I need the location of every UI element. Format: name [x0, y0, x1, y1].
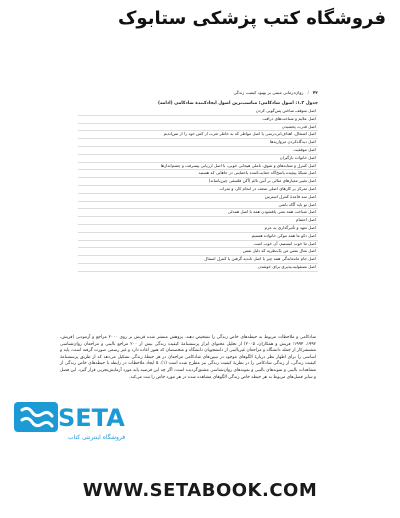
table-cell: اصل قدرت پخشیدن [78, 123, 318, 131]
table-row [78, 139, 318, 147]
table-row [78, 178, 318, 186]
table-cell: اصل مثال نفس من یک‌نظریه که دلیل نفس [78, 248, 318, 256]
table-cell: اصل خانواده بازگیران [78, 154, 318, 162]
table-cell: اصل تعهد و تأثیرگذاری یه عرم [78, 224, 318, 232]
logo-letters: SETA [58, 404, 125, 432]
table-row [78, 170, 318, 178]
table-cell: اصل تمرکز بر کارهای اصلی ضعف در انجام کار، و ثمرات [78, 185, 318, 193]
table-cell: اصل شناخت همه بعنی پافشودن همه با اصل همدلی [78, 209, 318, 217]
table-cell: اصل ما خوب انیستیم، آن خوب است [78, 240, 318, 248]
table-cell: اصل متوقف ساختن پس‌گویی کردن [78, 108, 318, 115]
table-row [78, 248, 318, 256]
book-page [78, 88, 318, 272]
table-row [78, 185, 318, 193]
table-row [78, 209, 318, 217]
table-row [78, 131, 318, 139]
footer-url: WWW.SETABOOK.COM [82, 480, 318, 501]
table-row [78, 201, 318, 209]
logo-subtitle: فروشگاه اینترنتی کتاب [68, 434, 126, 441]
table-row [78, 217, 318, 225]
table-cell: اصل جام ماه‌مایه‌گی همه چیز با اصل تاندیه گرفتن یا کنترل اسمال [78, 256, 318, 264]
table-row [78, 123, 318, 131]
body-paragraph: شادکامی و ملاحظات مربوط به حیطه‌های خاص زندگی را تشخیص دهند. پژوهش منتشر شده قریش بر روی ۲۰۰۰ مراجع و آزمودنی (فریش، ۱۹۹۲، ۱۹۹۴؛ فریش و همکاران، ۲۰۰۵) از تحلیل محتوای ابزار پرسشنامهٔ کیفیت زندگی بیش از ۲۰۰ مراجع بالینی و مراجعان روان‌شناسی مشتشرکار از جمله دانشگاه و مراجعان غیربالینی از دانشجویان دانشگاه و متخصصان که هنوز اعاده دارد و غیر رسمی صورت گرفته است، پایه و اساسی را برای اظهار نظر دربارهٔ الگوهای موجود در تبیین‌های شادکامی مراجعان در هر حیطهٔ زندگی تشکیل می‌دهد که از طریق پرسشنامهٔ کیفیت زندگی، از زندگی شادکامی را در نظریهٔ کیفیت زندگی نیز مطرح شده است (۱). ۵ ایجاد ملاحظات در رابطه با حیطه‌های خاص زندگی از مشاهدات بالینی و نمونه‌های بالینی و نمونه‌های روان‌شناسی مشتق‌گردیده است، اگر چه این فرضیه پایه مورد آزمایش‌تجربی‌ قرار گیرد. این فصل و سایر فصل‌های مربوط به هر حیطه خاص زندگی الگوهای مشاهده شده در هر مورد خاص را ثبت می‌کند. [60, 335, 317, 380]
table-row [78, 240, 318, 248]
table-caption: جدول ۱.۲: اصول شادکامی؛ مناسب‌ترین اصول ایجادکنندهٔ شادکامی (ادامه) [157, 101, 318, 106]
table-cell: اصل شبکهٔ پیچیده پاسخ‌گاه حمایت‌کننده یاحمایتی در جاهایی که هستید [78, 170, 318, 178]
table-cell: اصل کنترل و شتابدهای و شوق، تاملی هیجانی‌ خوبی، با اصل ارزیابی پیسرفت و چشم‌اندازها [78, 162, 318, 170]
principles-table [78, 108, 318, 272]
book-title: روان‌درمانی مبتنی بر بهبود کیفیت زندگی [233, 89, 304, 95]
logo-mark-svg [14, 402, 58, 432]
table-row [78, 146, 318, 154]
table-cell: اصل تو باید آگاه باشی [78, 201, 318, 209]
site-title: فروشگاه کتب پزشکی ستابوک [117, 8, 386, 29]
logo-mark-icon [14, 402, 58, 432]
table-row [78, 256, 318, 264]
table-row [78, 193, 318, 201]
table-cell: اصل مسئولیت‌پذیری برای خوشدن [78, 263, 318, 271]
table-cell: اصل دیدگاه‌کردن مروارید‌ها [78, 139, 318, 147]
running-head [78, 88, 318, 96]
page-number: ۴۲ [312, 89, 318, 95]
table-row [78, 232, 318, 240]
table-row [78, 154, 318, 162]
setabook-logo [14, 402, 132, 468]
table-cell: اصل دکو ما همه موکی خانواده هستیم [78, 232, 318, 240]
running-head-separator: / [307, 89, 309, 95]
table-cell: اصل سه قاعدهٔ کنترل استرس [78, 193, 318, 201]
table-row [78, 263, 318, 271]
table-cell: اصل اشتغال،‌ اهداف‌انی‌درسی یا اصل مواظر که به خاطر تغرت از کس خود را از تس‌اندیم [78, 131, 318, 139]
table-row [78, 162, 318, 170]
table-cell: اصل تغییر معیارهای مثالی بر آنین نالم (آکن فلسفی چین‌پاساند) [78, 178, 318, 186]
table-cell: اصل علایم و شناخت‌های درافت [78, 115, 318, 123]
table-cell: اصل موفقیت [78, 146, 318, 154]
table-row [78, 224, 318, 232]
table-cell: اصل احتمام [78, 217, 318, 225]
table-row [78, 108, 318, 115]
table-row [78, 115, 318, 123]
